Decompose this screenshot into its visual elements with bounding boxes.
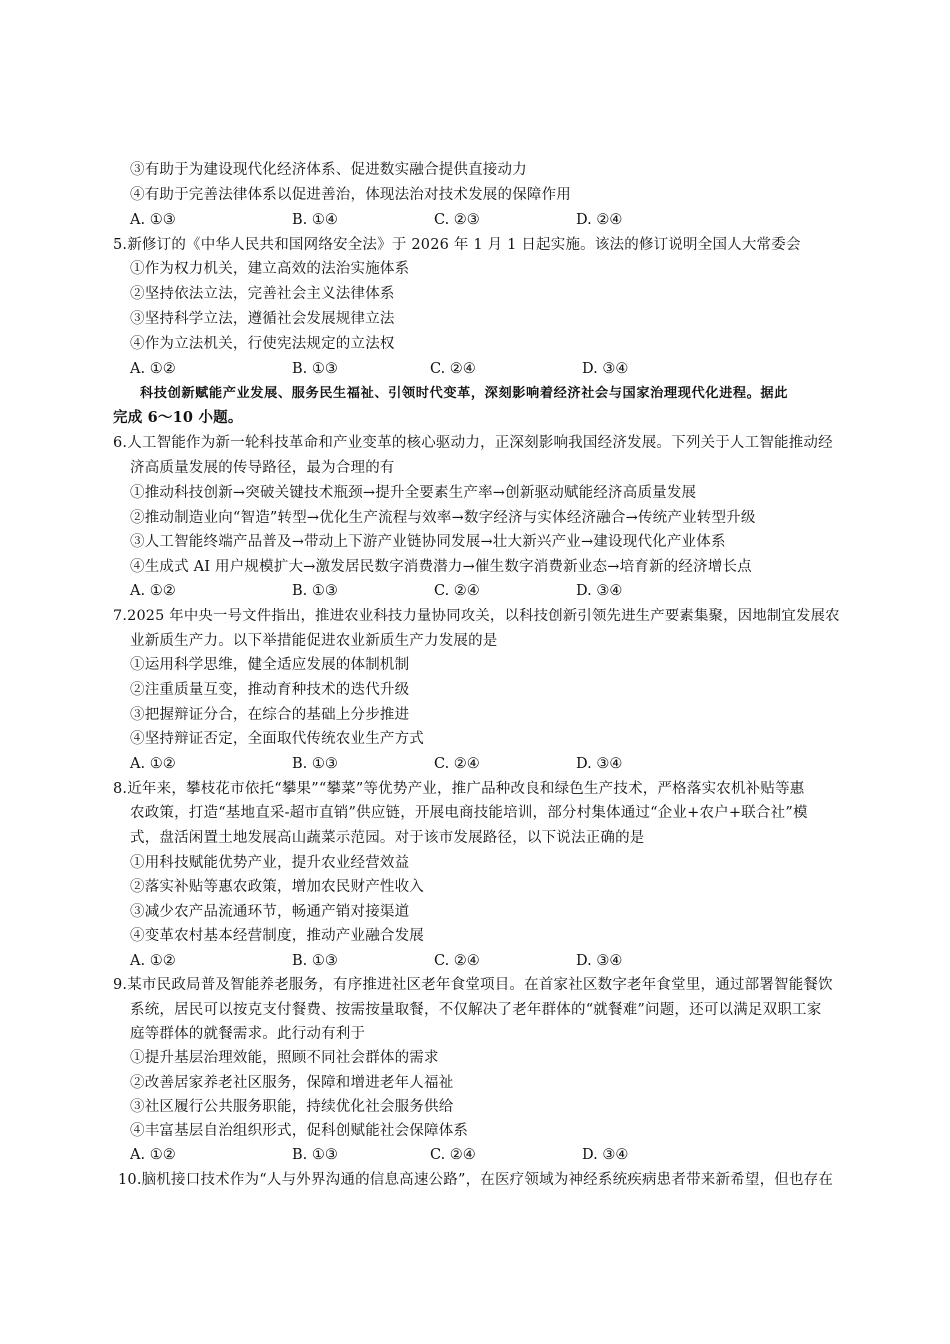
q10-stem-line-1: 10.脑机接口技术作为“人与外界沟通的信息高速公路”，在医疗领域为神经系统疾病患者带来新希望，但也存在 — [118, 1172, 834, 1188]
q6-option-a: A. ①② — [130, 583, 176, 599]
q9-stem-line-2: 系统，居民可以按克支付餐费、按需按量取餐，不仅解决了老年群体的“就餐难”问题，还可以满足双职工家 — [130, 1002, 822, 1018]
q4-option-b: B. ①④ — [292, 212, 338, 228]
q5-item-1: ①作为权力机关，建立高效的法治实施体系 — [130, 261, 410, 277]
q7-stem-line-1: 7.2025 年中央一号文件指出，推进农业科技力量协同攻关，以科技创新引领先进生产要素集聚，因地制宜发展农 — [113, 608, 840, 624]
q4-item-3: ③有助于为建设现代化经济体系、促进数实融合提供直接动力 — [130, 162, 527, 178]
q5-item-3: ③坚持科学立法，遵循社会发展规律立法 — [130, 311, 395, 327]
q6-stem-line-2: 济高质量发展的传导路径，最为合理的有 — [130, 460, 395, 476]
q6-options — [130, 581, 830, 601]
q8-stem-line-2: 农政策，打造“基地直采-超市直销”供应链，开展电商技能培训，部分村集体通过“企业+农户+联合社”模 — [130, 805, 808, 821]
q6-item-3: ③人工智能终端产品普及→带动上下游产业链协同发展→壮大新兴产业→建设现代化产业体系 — [130, 534, 726, 550]
q8-option-c: C. ②④ — [434, 953, 480, 969]
section-intro-line-2: 完成 6～10 小题。 — [113, 409, 243, 426]
q4-option-a: A. ①③ — [130, 212, 176, 228]
q7-item-2: ②注重质量互变，推动育种技术的迭代升级 — [130, 682, 410, 698]
q7-options — [130, 754, 830, 774]
q9-stem-line-1: 9.某市民政局普及智能养老服务，有序推进社区老年食堂项目。在首家社区数字老年食堂里，通过部署智能餐饮 — [113, 977, 833, 993]
q7-option-c: C. ②④ — [434, 756, 480, 772]
q8-options — [130, 951, 830, 971]
q6-item-1: ①推动科技创新→突破关键技术瓶颈→提升全要素生产率→创新驱动赋能经济高质量发展 — [130, 485, 697, 501]
q9-option-c: C. ②④ — [430, 1147, 476, 1163]
q6-option-c: C. ②④ — [434, 583, 480, 599]
q7-stem-line-2: 业新质生产力。以下举措能促进农业新质生产力发展的是 — [130, 633, 498, 649]
q6-option-b: B. ①③ — [292, 583, 338, 599]
q4-item-4: ④有助于完善法律体系以促进善治，体现法治对技术发展的保障作用 — [130, 187, 571, 203]
q7-option-a: A. ①② — [130, 756, 176, 772]
q6-item-4: ④生成式 AI 用户规模扩大→激发居民数字消费潜力→催生数字消费新业态→培育新的经济增长点 — [130, 559, 752, 575]
q9-option-a: A. ①② — [130, 1147, 176, 1163]
q9-stem-line-3: 庭等群体的就餐需求。此行动有利于 — [130, 1026, 366, 1042]
q8-stem-line-1: 8.近年来，攀枝花市依托“攀果”“攀菜”等优势产业，推广品种改良和绿色生产技术，严格落实农机补贴等惠 — [113, 781, 805, 797]
q7-option-b: B. ①③ — [292, 756, 338, 772]
q6-item-2: ②推动制造业向“智造”转型→优化生产流程与效率→数字经济与实体经济融合→传统产业转型升级 — [130, 510, 756, 526]
q4-options — [130, 210, 830, 230]
q5-option-d: D. ③④ — [582, 361, 629, 377]
q8-option-d: D. ③④ — [576, 953, 623, 969]
q7-item-1: ①运用科学思维，健全适应发展的体制机制 — [130, 657, 410, 673]
q5-stem: 5.新修订的《中华人民共和国网络安全法》于 2026 年 1 月 1 日起实施。该法的修订说明全国人大常委会 — [113, 237, 801, 253]
q9-item-4: ④丰富基层自治组织形式，促科创赋能社会保障体系 — [130, 1123, 469, 1139]
q9-item-1: ①提升基层治理效能，照顾不同社会群体的需求 — [130, 1050, 439, 1066]
q9-options — [130, 1145, 830, 1165]
q5-option-a: A. ①② — [130, 361, 176, 377]
q4-option-c: C. ②③ — [434, 212, 480, 228]
q8-option-b: B. ①③ — [292, 953, 338, 969]
q9-item-3: ③社区履行公共服务职能，持续优化社会服务供给 — [130, 1099, 454, 1115]
q7-option-d: D. ③④ — [576, 756, 623, 772]
q5-option-b: B. ①③ — [292, 361, 338, 377]
q5-item-2: ②坚持依法立法，完善社会主义法律体系 — [130, 286, 395, 302]
q8-item-1: ①用科技赋能优势产业，提升农业经营效益 — [130, 855, 410, 871]
q8-option-a: A. ①② — [130, 953, 176, 969]
q8-item-2: ②落实补贴等惠农政策，增加农民财产性收入 — [130, 879, 424, 895]
q6-option-d: D. ③④ — [576, 583, 623, 599]
q9-item-2: ②改善居家养老社区服务，保障和增进老年人福祉 — [130, 1075, 454, 1091]
q9-option-d: D. ③④ — [582, 1147, 629, 1163]
q8-stem-line-3: 式，盘活闲置土地发展高山蔬菜示范园。对于该市发展路径，以下说法正确的是 — [130, 830, 645, 846]
q8-item-4: ④变革农村基本经营制度，推动产业融合发展 — [130, 928, 424, 944]
q7-item-4: ④坚持辩证否定，全面取代传统农业生产方式 — [130, 731, 424, 747]
q8-item-3: ③减少农产品流通环节，畅通产销对接渠道 — [130, 904, 410, 920]
q5-options — [130, 359, 830, 379]
q9-option-b: B. ①③ — [292, 1147, 338, 1163]
q6-stem-line-1: 6.人工智能作为新一轮科技革命和产业变革的核心驱动力，正深刻影响我国经济发展。下列关于人工智能推动经 — [113, 435, 833, 451]
section-intro-line-1: 科技创新赋能产业发展、服务民生福祉、引领时代变革，深刻影响着经济社会与国家治理现代化进程。据此 — [140, 386, 789, 401]
q4-option-d: D. ②④ — [576, 212, 623, 228]
q5-option-c: C. ②④ — [430, 361, 476, 377]
q5-item-4: ④作为立法机关，行使宪法规定的立法权 — [130, 336, 395, 352]
q7-item-3: ③把握辩证分合，在综合的基础上分步推进 — [130, 707, 410, 723]
